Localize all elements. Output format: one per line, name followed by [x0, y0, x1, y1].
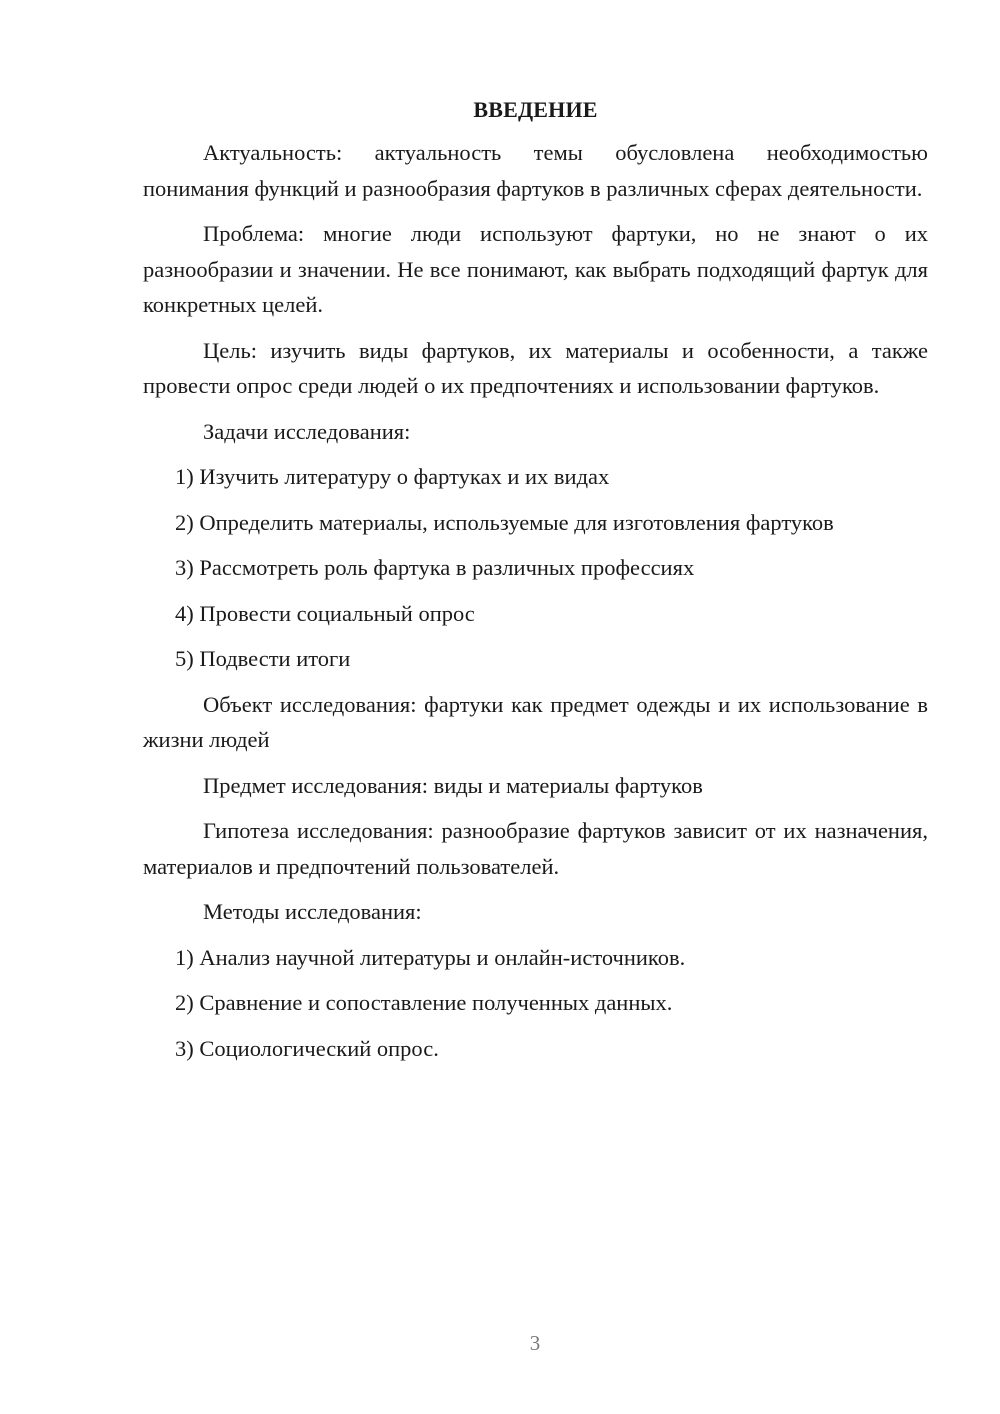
tasks-list	[143, 459, 928, 677]
task-item: 2) Определить материалы, используемые для изготовления фартуков	[175, 509, 834, 535]
methods-list	[143, 940, 928, 1067]
problem-paragraph: Проблема: многие люди используют фартуки, но не знают о их разнообразии и значении. Не все понимают, как выбрать подходящий фартук для конкретных целей.	[143, 221, 928, 317]
tasks-label: Задачи исследования:	[203, 418, 411, 444]
hypothesis-paragraph: Гипотеза исследования: разнообразие фартуков зависит от их назначения, материалов и предпочтений пользователей.	[143, 818, 928, 879]
method-item: 3) Социологический опрос.	[175, 1035, 439, 1061]
task-item: 4) Провести социальный опрос	[175, 600, 475, 626]
task-item: 1) Изучить литературу о фартуках и их видах	[175, 464, 610, 489]
subject-paragraph: Предмет исследования: виды и материалы фартуков	[203, 772, 703, 798]
object-paragraph: Объект исследования: фартуки как предмет одежды и их использование в жизни людей	[143, 691, 928, 752]
method-item: 1) Анализ научной литературы и онлайн-источников.	[175, 944, 686, 970]
task-item: 5) Подвести итоги	[175, 646, 351, 671]
method-item: 2) Сравнение и сопоставление полученных данных.	[175, 990, 673, 1015]
document-page	[143, 92, 928, 1076]
task-item: 3) Рассмотреть роль фартука в различных профессиях	[175, 555, 695, 580]
page-number: 3	[529, 1331, 541, 1355]
relevance-paragraph: Актуальность: актуальность темы обусловлена необходимостью понимания функций и разнообразия фартуков в различных сферах деятельности.	[143, 140, 928, 201]
goal-paragraph: Цель: изучить виды фартуков, их материалы и особенности, а также провести опрос среди людей о их предпочтениях и использовании фартуков.	[143, 337, 928, 398]
section-heading: ВВЕДЕНИЕ	[473, 97, 598, 122]
methods-label: Методы исследования:	[203, 899, 422, 924]
